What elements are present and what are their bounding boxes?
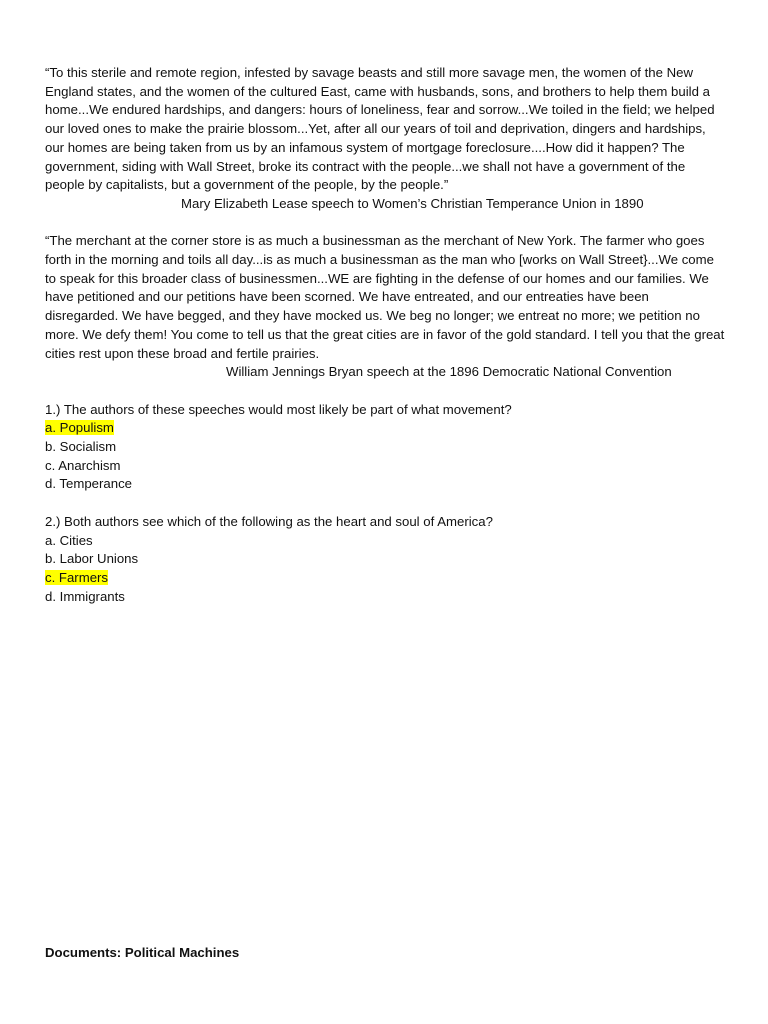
- question-1-option-c: c. Anarchism: [45, 457, 121, 473]
- bryan-attribution: William Jennings Bryan speech at the 1896 Democratic National Convention: [226, 364, 672, 380]
- bryan-quote: “The merchant at the corner store is as much a businessman as the merchant of New York. The farmer who goes forth in the morning and toils all day...is as much a businessman as the man who [works on Wall Street}...We come to speak for this broader class of businessmen...WE are fighting in the defense of our homes and our families. We have petitioned and our petitions have been scorned. We have entreated, and our entreaties have been disregarded. We have begged, and they have mocked us. We beg no longer; we entreat no more; we petition no more. We defy them! You come to tell us that the great cities are in favor of the gold standard. I tell you that the great cities rest upon these broad and fertile prairies.: [45, 233, 725, 361]
- highlighted-answer: a. Populism: [45, 420, 114, 436]
- lease-attribution: Mary Elizabeth Lease speech to Women’s Christian Temperance Union in 1890: [181, 195, 644, 211]
- question-2-option-c: [45, 569, 725, 588]
- question-1-option-b: b. Socialism: [45, 439, 117, 455]
- question-2-option-b: b. Labor Unions: [45, 551, 139, 567]
- question-1-option-d: d. Temperance: [45, 476, 132, 492]
- question-1-prompt: 1.) The authors of these speeches would most likely be part of what movement?: [45, 401, 512, 417]
- lease-quote: “To this sterile and remote region, infested by savage beasts and still more savage men, the women of the New England states, and the women of the cultured East, came with husbands, sons, and brothers to help them build a home...We endured hardships, and dangers: hours of loneliness, fear and sorrow...We toiled in the field; we helped our loved ones to make the prairie blossom...Yet, after all our years of toil and deprivation, dingers and hardships, our homes are being taken from us by an infamous system of mortgage foreclosure....How did it happen? The government, siding with Wall Street, broke its contract with the people...we shall not have a government of the people by capitalists, but a government of the people, by the people.”: [45, 65, 715, 193]
- question-2-prompt: 2.) Both authors see which of the following as the heart and soul of America?: [45, 513, 493, 529]
- question-2-option-a: a. Cities: [45, 532, 93, 548]
- question-2-option-d: d. Immigrants: [45, 588, 125, 604]
- highlighted-answer: c. Farmers: [45, 569, 109, 585]
- document-body: [45, 64, 725, 606]
- question-1-option-a: [45, 419, 725, 438]
- section-heading: Documents: Political Machines: [45, 945, 240, 960]
